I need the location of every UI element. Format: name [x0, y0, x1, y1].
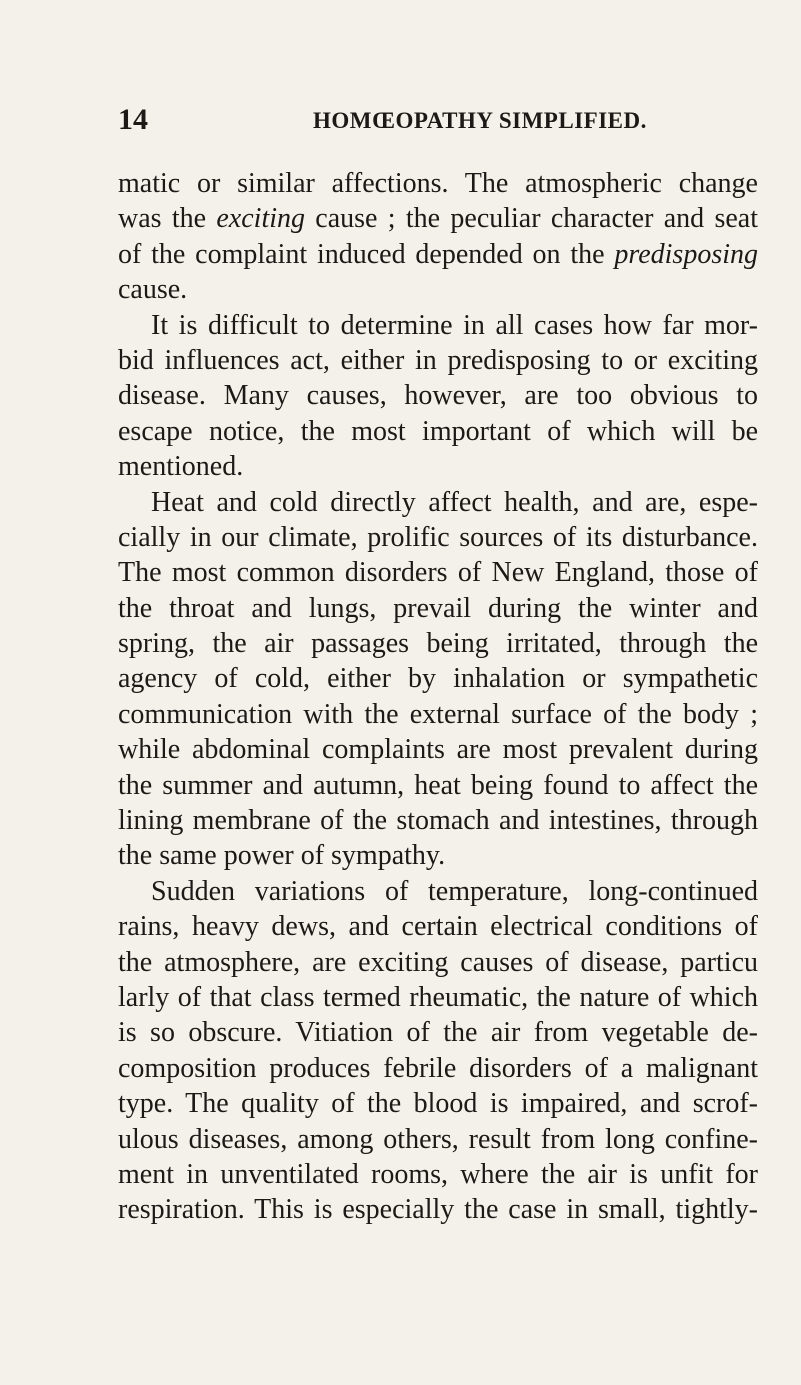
page-header — [118, 102, 758, 138]
text-line: of the complaint induced depended on the predisposing — [118, 238, 758, 270]
text-line: cially in our climate, prolific sources of its disturbance. — [118, 521, 758, 553]
text-line: The most common disorders of New England, those of — [118, 557, 758, 589]
text-line: the atmosphere, are exciting causes of disease, particu — [118, 946, 758, 978]
text-line: ulous diseases, among others, result from long confine- — [118, 1123, 758, 1155]
page-number: 14 — [118, 103, 148, 136]
text-line: disease. Many causes, however, are too obvious to — [118, 380, 758, 412]
text-line: escape notice, the most important of which will be — [118, 415, 758, 447]
paragraph-start-line: Heat and cold directly affect health, and are, espe- — [151, 486, 758, 518]
italic-term: predisposing — [614, 238, 758, 270]
body-text — [118, 166, 758, 1228]
paragraph-start-line: It is difficult to determine in all cases how far mor- — [151, 309, 758, 341]
text-line: the summer and autumn, heat being found to affect the — [118, 769, 758, 801]
text-line: bid influences act, either in predisposing to or exciting — [118, 344, 758, 376]
text-line: type. The quality of the blood is impaired, and scrof- — [118, 1088, 758, 1120]
text-line: communication with the external surface of the body ; — [118, 698, 758, 730]
text-line: spring, the air passages being irritated, through the — [118, 628, 758, 660]
text-line: is so obscure. Vitiation of the air from vegetable de- — [118, 1017, 758, 1049]
paragraph-start-line: Sudden variations of temperature, long-continued — [151, 875, 758, 907]
text-line: larly of that class termed rheumatic, the nature of which — [118, 981, 758, 1013]
text-line: cause. — [118, 274, 188, 306]
text-line: matic or similar affections. The atmospheric change — [118, 168, 758, 199]
text-line: ment in unventilated rooms, where the air is unfit for — [118, 1158, 758, 1190]
text-line: agency of cold, either by inhalation or sympathetic — [118, 663, 758, 695]
text-line: respiration. This is especially the case in small, tightly- — [118, 1194, 758, 1226]
text-line: the same power of sympathy. — [118, 840, 446, 872]
text-line: lining membrane of the stomach and intestines, through — [118, 805, 758, 837]
text-line: rains, heavy dews, and certain electrical conditions of — [118, 911, 758, 943]
text-line: while abdominal complaints are most prevalent during — [118, 734, 758, 766]
running-title: HOMŒOPATHY SIMPLIFIED. — [313, 108, 647, 133]
text-line: was the exciting cause ; the peculiar character and seat — [118, 203, 758, 235]
italic-term: exciting — [216, 203, 305, 235]
text-line: mentioned. — [118, 451, 244, 483]
text-line: composition produces febrile disorders of a malignant — [118, 1052, 758, 1084]
text-line: the throat and lungs, prevail during the winter and — [118, 592, 758, 624]
